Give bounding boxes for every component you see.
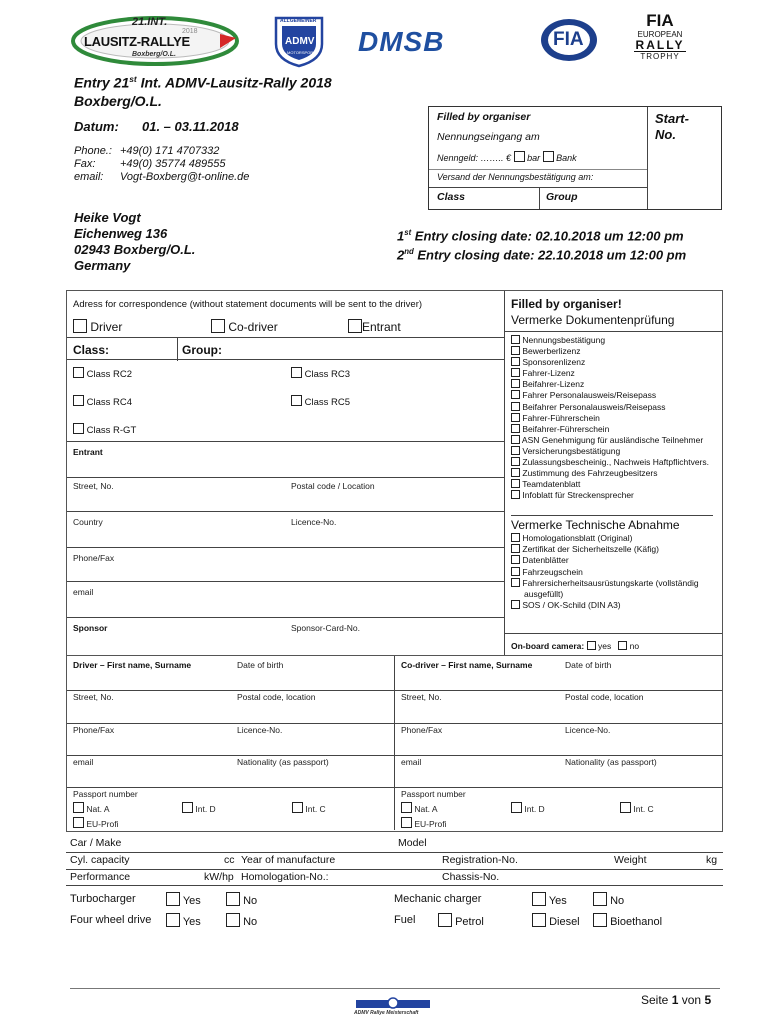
turbo-no-checkbox[interactable] [226, 892, 240, 906]
fuel-bio [593, 913, 662, 928]
closing-dates [397, 225, 686, 264]
doc-item [511, 368, 709, 379]
fuel-label: Fuel [394, 914, 416, 926]
tech-item-label: Fahrersicherheitsausrüstungskarte (vollständig [522, 577, 699, 588]
doc-item-label: Infoblatt für Streckensprecher [522, 490, 634, 501]
mech-no-checkbox[interactable] [593, 892, 607, 906]
tech-checkbox[interactable] [511, 555, 520, 564]
petrol-checkbox[interactable] [438, 913, 452, 927]
group-label: Group [546, 191, 578, 203]
rc3-label: Class RC3 [304, 369, 351, 380]
lausitz-rally-logo [70, 14, 240, 66]
rc5-label: Class RC5 [304, 397, 351, 408]
rc5-checkbox[interactable] [291, 395, 302, 406]
rgt-option [73, 423, 136, 436]
turbo-row [70, 893, 136, 905]
codriver-eu [401, 817, 447, 829]
entrant-street-label: Street, No. [73, 481, 114, 491]
european-rally-trophy-logo [634, 12, 686, 66]
fwd-yes [166, 913, 201, 928]
email-label: email: [74, 171, 104, 183]
driver-name-label: Driver – First name, Surname [73, 660, 192, 670]
doc-checkbox[interactable] [511, 446, 520, 455]
organiser-box [428, 106, 722, 210]
admv-meisterschaft-logo [352, 996, 434, 1020]
driver-eu-checkbox[interactable] [73, 817, 84, 828]
admv-logo-name: ADMV [285, 36, 315, 47]
tech-item-label: Fahrzeugschein [522, 566, 583, 577]
address-line: Heike Vogt [74, 210, 141, 225]
codriver-nat-a-label: Nat. A [414, 804, 438, 814]
start-label: Start- [655, 111, 689, 126]
phone-label: Phone.: [74, 145, 112, 157]
driver-int-d-label: Int. D [195, 804, 216, 814]
doc-item [511, 424, 709, 435]
driver-int-d-checkbox[interactable] [182, 802, 193, 813]
doc-item [511, 379, 709, 390]
codriver-nat-a [401, 802, 438, 814]
doc-item [511, 457, 709, 468]
correspondence-label: Adress for correspondence (without statement documents will be sent to the driver) [73, 299, 423, 310]
rc2-option [73, 367, 132, 380]
codriver-int-d [511, 802, 545, 814]
tech-item-cont-label: ausgefüllt) [524, 589, 564, 600]
driver-nat-a-checkbox[interactable] [73, 802, 84, 813]
page-current: 1 [671, 993, 679, 1007]
doc-item [511, 435, 709, 446]
closing1-sup: st [404, 228, 412, 237]
mech-yes-label: Yes [548, 895, 567, 907]
entrant-section-label: Entrant [73, 447, 103, 457]
camera-label: On-board camera: [511, 641, 585, 651]
reg-label: Registration-No. [442, 854, 518, 866]
diesel-checkbox[interactable] [532, 913, 546, 927]
fwd-no [226, 913, 257, 928]
codriver-postal-label: Postal code, location [565, 692, 644, 702]
driver-email-label: email [73, 757, 94, 767]
tech-item [511, 578, 699, 589]
doc-checkbox[interactable] [511, 402, 520, 411]
datum-label: Datum: [74, 119, 119, 134]
docs-vermerke-label: Vermerke Dokumentenprüfung [511, 313, 675, 327]
rc4-label: Class RC4 [86, 397, 133, 408]
doc-checkbox[interactable] [511, 379, 520, 388]
doc-item [511, 490, 709, 501]
turbo-yes-checkbox[interactable] [166, 892, 180, 906]
fwd-no-checkbox[interactable] [226, 913, 240, 927]
phone-value: +49(0) 171 4707332 [120, 145, 220, 157]
doc-checkbox[interactable] [511, 424, 520, 433]
class-field-label: Class: [73, 343, 110, 357]
group-field-label: Group: [182, 343, 222, 357]
doc-checkbox[interactable] [511, 390, 520, 399]
tech-checkbox[interactable] [511, 533, 520, 542]
fwd-no-label: No [243, 916, 258, 928]
codriver-name-label: Co-driver – First name, Surname [401, 660, 533, 670]
tech-item [511, 555, 699, 566]
codriver-dob-label: Date of birth [565, 660, 612, 670]
cyl-label: Cyl. capacity [70, 854, 130, 866]
ert-line3: TROPHY [634, 51, 686, 61]
doc-checkbox[interactable] [511, 346, 520, 355]
address-line: 02943 Boxberg/O.L. [74, 242, 196, 257]
driver-int-c-label: Int. C [305, 804, 326, 814]
tech-item [511, 567, 699, 578]
driver-eu-label: EU-Profi [86, 819, 119, 829]
tech-checkbox[interactable] [511, 544, 520, 553]
tech-checkbox[interactable] [511, 578, 520, 587]
page-von: von [681, 993, 702, 1007]
driver-int-d [182, 802, 216, 814]
doc-item-label: Versicherungsbestätigung [522, 445, 621, 456]
car-section [66, 832, 723, 886]
sponsor-card-label: Sponsor-Card-No. [291, 623, 360, 633]
doc-item-label: Zulassungsbescheinig., Nachweis Haftpflichtvers. [522, 457, 709, 468]
doc-item-label: Zustimmung des Fahrzeugbesitzers [522, 468, 658, 479]
address-line: Eichenweg 136 [74, 226, 168, 241]
turbo-label: Turbocharger [70, 893, 136, 905]
camera-no-checkbox[interactable] [618, 641, 627, 650]
driver-dob-label: Date of birth [237, 660, 284, 670]
mech-label: Mechanic charger [394, 893, 482, 905]
doc-item-label: Nennungsbestätigung [522, 335, 606, 345]
codriver-int-c [620, 802, 654, 814]
codriver-label: Co-driver [228, 320, 278, 334]
codriver-checkbox[interactable] [211, 319, 225, 333]
bio-checkbox[interactable] [593, 913, 607, 927]
page-number [641, 993, 711, 1007]
title-line2: Boxberg/O.L. [74, 92, 162, 109]
codriver-eu-label: EU-Profi [414, 819, 447, 829]
doc-item-label: Sponsorenlizenz [522, 357, 586, 368]
bar-checkbox[interactable] [514, 151, 525, 162]
driver-postal-label: Postal code, location [237, 692, 316, 702]
fwd-label: Four wheel drive [70, 914, 152, 926]
doc-item [511, 446, 709, 457]
codriver-eu-checkbox[interactable] [401, 817, 412, 828]
homol-label: Homologation-No.: [241, 871, 329, 883]
nenngeld-label: Nenngeld: …….. € [437, 153, 512, 163]
doc-checkbox[interactable] [511, 490, 520, 499]
codriver-nationality-label: Nationality (as passport) [565, 757, 657, 767]
admv-logo-top: ALLGEMEINER [280, 18, 317, 24]
doc-checkbox[interactable] [511, 468, 520, 477]
codriver-phonefax-label: Phone/Fax [401, 725, 443, 735]
footer-divider [70, 988, 720, 989]
doc-item [511, 413, 709, 424]
doc-item [511, 479, 709, 490]
kg-label: kg [706, 854, 718, 866]
bio-label: Bioethanol [610, 916, 663, 928]
lausitz-logo-name: LAUSITZ-RALLYE [84, 34, 190, 49]
address-line: Germany [74, 258, 131, 273]
tech-title: Vermerke Technische Abnahme [511, 518, 680, 532]
driver-checkbox[interactable] [73, 319, 87, 333]
petrol-label: Petrol [455, 916, 484, 928]
bar-label: bar [527, 153, 541, 163]
codriver-licence-label: Licence-No. [565, 725, 611, 735]
doc-item-label: ASN Genehmigung für ausländische Teilnehmer [521, 434, 704, 445]
codriver-street-label: Street, No. [401, 692, 442, 702]
class-label: Class [437, 191, 466, 203]
nennungseingang-label: Nennungseingang am [437, 131, 540, 143]
fwd-yes-checkbox[interactable] [166, 913, 180, 927]
driver-int-c [292, 802, 326, 814]
tech-item [511, 600, 699, 611]
datum-value: 01. – 03.11.2018 [142, 119, 239, 134]
codriver-email-label: email [401, 757, 422, 767]
start-no-label [655, 111, 689, 143]
page-seite: Seite [641, 993, 669, 1007]
docs-filled-label: Filled by organiser! [511, 297, 622, 311]
driver-label: Driver [90, 320, 123, 334]
no-label: No. [655, 127, 676, 142]
doc-checkbox[interactable] [511, 435, 520, 444]
footer-brand: ADMV Rallye Meisterschaft [354, 1010, 419, 1016]
crew-section [66, 656, 723, 832]
versand-label: Versand der Nennungsbestätigung am: [437, 172, 594, 182]
doc-item [511, 346, 709, 357]
rc2-checkbox[interactable] [73, 367, 84, 378]
entrant-country-label: Country [73, 517, 103, 527]
tech-checkbox[interactable] [511, 600, 520, 609]
doc-checkbox[interactable] [511, 368, 520, 377]
closing1-pre: 1 [397, 228, 405, 244]
mech-no-label: No [610, 895, 625, 907]
doc-item-label: Fahrer Personalausweis/Reisepass [522, 390, 657, 401]
entrant-postal-label: Postal code / Location [291, 481, 375, 491]
codriver-int-d-label: Int. D [524, 804, 545, 814]
driver-nationality-label: Nationality (as passport) [237, 757, 329, 767]
page-title [74, 70, 332, 110]
car-make-label: Car / Make [70, 837, 122, 849]
entrant-option-label: Entrant [362, 320, 401, 334]
rc2-label: Class RC2 [86, 369, 133, 380]
tech-item [511, 544, 699, 555]
onboard-camera-row [511, 641, 639, 651]
rc4-checkbox[interactable] [73, 395, 84, 406]
chassis-label: Chassis-No. [442, 871, 500, 883]
doc-checkbox[interactable] [511, 457, 520, 466]
fax-value: +49(0) 35774 489555 [120, 158, 226, 170]
lausitz-logo-sub: Boxberg/O.L. [132, 51, 176, 58]
tech-item-label: Datenblätter [522, 555, 569, 566]
fuel-diesel [532, 913, 580, 928]
doc-item-label: Beifahrer-Lizenz [522, 379, 585, 390]
email-value: Vogt-Boxberg@t-online.de [120, 171, 250, 183]
contact-block [74, 145, 249, 184]
turbo-yes-label: Yes [182, 895, 201, 907]
entrant-licence-label: Licence-No. [291, 517, 337, 527]
codriver-passport-label: Passport number [401, 789, 466, 799]
driver-int-c-checkbox[interactable] [292, 802, 303, 813]
bank-label: Bank [556, 153, 577, 163]
ert-line1: EUROPEAN [637, 30, 683, 39]
year-label: Year of manufacture [241, 854, 336, 866]
doc-item-label: Fahrer-Lizenz [522, 368, 575, 379]
ert-brand: FIA [646, 11, 674, 30]
driver-street-label: Street, No. [73, 692, 114, 702]
camera-no-label: no [629, 641, 640, 651]
closing1-text: Entry closing date: 02.10.2018 um 12:00 pm [411, 228, 684, 244]
title-post: Int. ADMV-Lausitz-Rally 2018 [136, 74, 332, 91]
lausitz-logo-year: 2018 [182, 28, 198, 35]
doc-checkbox[interactable] [511, 479, 520, 488]
turbo-yes [166, 892, 201, 907]
codriver-nat-a-checkbox[interactable] [401, 802, 412, 813]
doc-checkbox[interactable] [511, 335, 520, 344]
doc-item-label: Bewerberlizenz [522, 346, 581, 357]
fia-logo-text: FIA [553, 29, 584, 50]
tech-item-label: Homologationsblatt (Original) [522, 533, 633, 543]
camera-yes-checkbox[interactable] [587, 641, 596, 650]
doc-checkbox[interactable] [511, 413, 520, 422]
entrant-option [348, 319, 401, 334]
admv-logo [272, 14, 326, 68]
rgt-checkbox[interactable] [73, 423, 84, 434]
tech-checklist [511, 533, 699, 611]
tech-item [511, 533, 699, 544]
tech-item-cont [511, 589, 699, 600]
rc5-option [291, 395, 350, 408]
mech-yes [532, 892, 567, 907]
weight-label: Weight [614, 854, 647, 866]
closing2-text: Entry closing date: 22.10.2018 um 12:00 pm [413, 247, 687, 263]
lausitz-logo-top: 21.INT. [132, 16, 168, 28]
doc-item [511, 468, 709, 479]
title-pre: Entry 21 [74, 74, 130, 91]
rgt-label: Class R-GT [86, 425, 137, 436]
ert-line2: RALLY [635, 38, 685, 52]
codriver-int-c-label: Int. C [633, 804, 654, 814]
entry-form [66, 290, 723, 656]
camera-yes-label: yes [597, 641, 612, 651]
sponsor-label: Sponsor [73, 623, 108, 633]
car-model-label: Model [398, 837, 427, 849]
rc3-option [291, 367, 350, 380]
kwhp-label: kW/hp [204, 871, 234, 883]
turbo-no [226, 892, 257, 907]
tech-checkbox[interactable] [511, 567, 520, 576]
doc-checkbox[interactable] [511, 357, 520, 366]
driver-nat-a-label: Nat. A [86, 804, 110, 814]
doc-item [511, 357, 709, 368]
tech-item-label: SOS / OK-Schild (DIN A3) [522, 600, 621, 611]
driver-passport-label: Passport number [73, 789, 138, 799]
fia-logo [540, 18, 598, 62]
codriver-int-d-checkbox[interactable] [511, 802, 522, 813]
codriver-int-c-checkbox[interactable] [620, 802, 631, 813]
cc-label: cc [224, 854, 235, 866]
fwd-yes-label: Yes [182, 916, 201, 928]
performance-label: Performance [70, 871, 131, 883]
mech-no [593, 892, 624, 907]
nenngeld-row [437, 151, 577, 163]
doc-item [511, 390, 709, 401]
mech-yes-checkbox[interactable] [532, 892, 546, 906]
driver-phonefax-label: Phone/Fax [73, 725, 115, 735]
doc-item [511, 335, 709, 346]
title-sup: st [129, 74, 137, 84]
turbo-no-label: No [243, 895, 258, 907]
driver-eu [73, 817, 119, 829]
doc-item-label: Teamdatenblatt [522, 479, 581, 490]
fax-label: Fax: [74, 158, 96, 170]
entrant-phonefax-label: Phone/Fax [73, 553, 115, 563]
diesel-label: Diesel [549, 916, 580, 928]
document-checklist [511, 335, 709, 501]
bank-checkbox[interactable] [543, 151, 554, 162]
fuel-petrol [438, 913, 484, 928]
admv-logo-bottom: MOTORSPORT [287, 50, 316, 55]
dmsb-logo: DMSB [358, 26, 445, 57]
entrant-checkbox[interactable] [348, 319, 362, 333]
closing2-sup: nd [404, 247, 414, 257]
correspondence-options [73, 319, 122, 334]
driver-licence-label: Licence-No. [237, 725, 283, 735]
closing2-pre: 2 [397, 247, 405, 263]
entrant-email-label: email [73, 587, 94, 597]
organiser-filled-label: Filled by organiser [437, 111, 531, 123]
organiser-address [74, 210, 195, 274]
rc4-option [73, 395, 132, 408]
driver-nat-a [73, 802, 110, 814]
doc-item [511, 402, 709, 413]
rc3-checkbox[interactable] [291, 367, 302, 378]
doc-item-label: Beifahrer Personalausweis/Reisepass [522, 401, 666, 412]
tech-item-label: Zertifikat der Sicherheitszelle (Käfig) [522, 544, 659, 555]
page-total: 5 [704, 993, 712, 1007]
doc-item-label: Fahrer-Führerschein [522, 412, 600, 423]
doc-item-label: Beifahrer-Führerschein [522, 423, 610, 434]
codriver-option [211, 319, 278, 334]
